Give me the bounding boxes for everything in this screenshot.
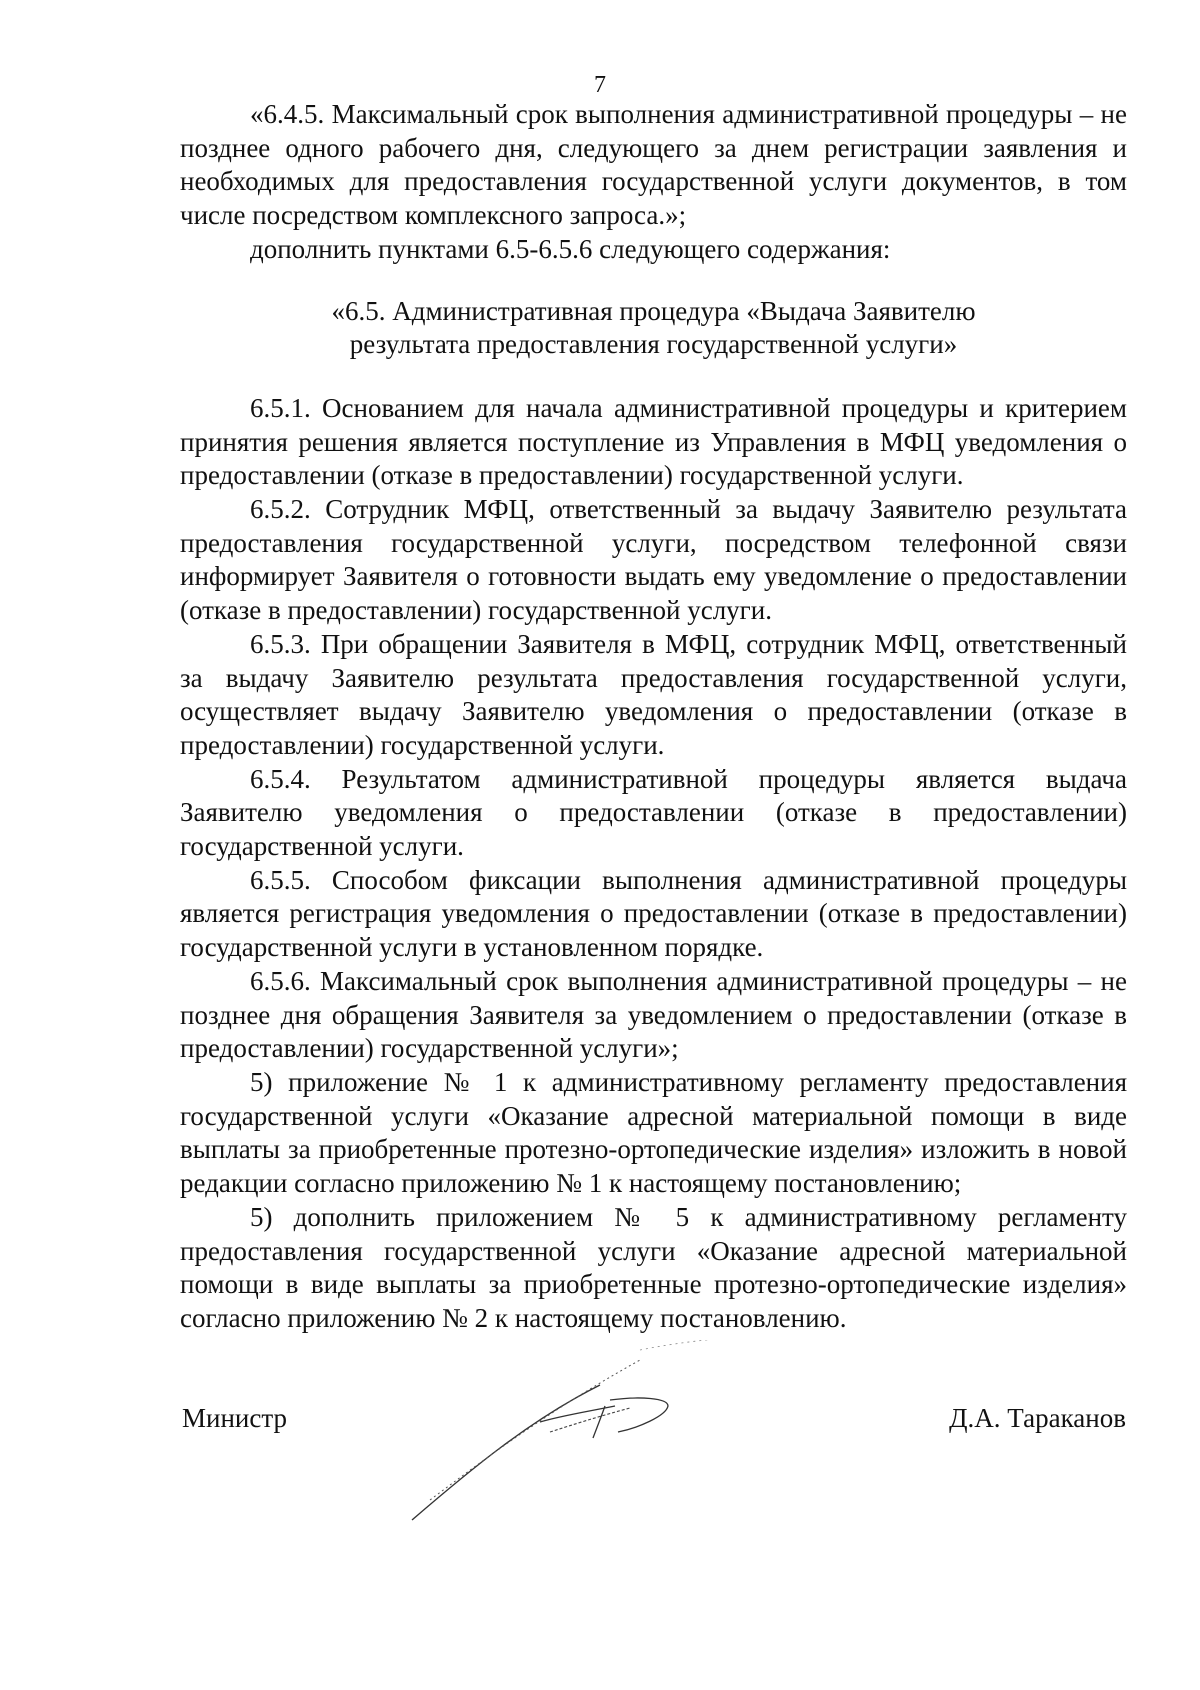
page-number: 7: [594, 72, 606, 98]
section-heading-6-5: [180, 295, 1127, 362]
paragraph-6-5-6: 6.5.6. Максимальный срок выполнения административной процедуры – не позднее дня обращения Заявителя за уведомлением о предоставлении (отказе в предоставлении) государственной услуги»;: [180, 965, 1127, 1064]
paragraph-6-4-5: «6.4.5. Максимальный срок выполнения административной процедуры – не позднее одного рабочего дня, следующего за днем регистрации заявления и необходимых для предоставления государственной услуги документов, в том числе посредством комплексного запроса.»;: [180, 99, 1127, 231]
heading-line-2: результата предоставления государственной услуги»: [349, 329, 958, 360]
signatory-name: Д.А. Тараканов: [949, 1403, 1126, 1433]
paragraph-6-5-1: 6.5.1. Основанием для начала административной процедуры и критерием принятия решения является поступление из Управления в МФЦ уведомления о предоставлении (отказе в предоставлении) государственной услуги.: [180, 392, 1127, 491]
signatory-title: Министр: [182, 1403, 287, 1433]
paragraph-6-5-3: 6.5.3. При обращении Заявителя в МФЦ, сотрудник МФЦ, ответственный за выдачу Заявителю результата предоставления государственной услуги, осуществляет выдачу Заявителю уведомления о предоставлении (отказе в предоставлении) государственной услуги.: [180, 628, 1127, 760]
paragraph-6-5-2: 6.5.2. Сотрудник МФЦ, ответственный за выдачу Заявителю результата предоставления государственной услуги, посредством телефонной связи информирует Заявителя о готовности выдать ему уведомление о предоставлении (отказе в предоставлении) государственной услуги.: [180, 494, 1127, 626]
paragraph-6-5-4: 6.5.4. Результатом административной процедуры является выдача Заявителю уведомления о предоставлении (отказе в предоставлении) государственной услуги.: [180, 763, 1127, 862]
paragraph-amend-intro: дополнить пунктами 6.5-6.5.6 следующего содержания:: [250, 233, 891, 264]
paragraph-6-5-5: 6.5.5. Способом фиксации выполнения административной процедуры является регистрация уведомления о предоставлении (отказе в предоставлении) государственной услуги в установленном порядке.: [180, 864, 1127, 963]
paragraph-item-5-appendix-1: 5) приложение № 1 к административному регламенту предоставления государственной услуги «Оказание адресной материальной помощи в виде выплаты за приобретенные протезно-ортопедические изделия» изложить в новой редакции согласно приложению № 1 к настоящему постановлению;: [180, 1066, 1127, 1199]
handwritten-signature: [400, 1340, 740, 1530]
document-body: [180, 98, 1127, 1336]
heading-line-1: «6.5. Административная процедура «Выдача Заявителю: [331, 295, 976, 326]
paragraph-item-5-appendix-5: 5) дополнить приложением № 5 к административному регламенту предоставления государственной услуги «Оказание адресной материальной помощи в виде выплаты за приобретенные протезно-ортопедические изделия» согласно приложению № 2 к настоящему постановлению.: [180, 1201, 1127, 1333]
